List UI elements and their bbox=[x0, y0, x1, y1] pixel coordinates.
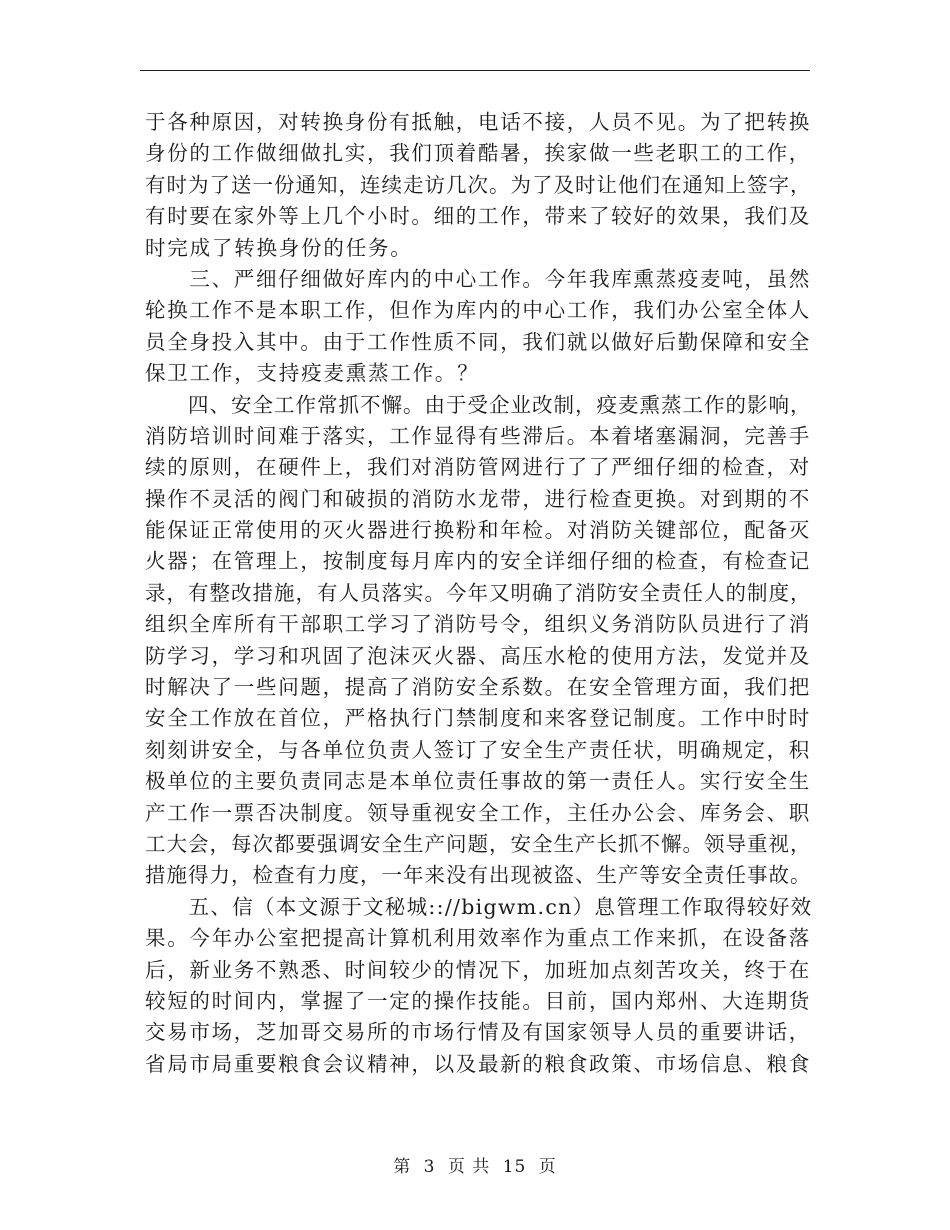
text-line: 省局市局重要粮食会议精神，以及最新的粮食政策、市场信息、粮食 bbox=[145, 1051, 811, 1076]
text-line: 工大会，每次都要强调安全生产问题，安全生产长抓不懈。领导重视， bbox=[145, 831, 812, 856]
text-line: 有时为了送一份通知，连续走访几次。为了及时让他们在通知上签字， bbox=[145, 172, 812, 197]
text-line: 保卫工作，支持疫麦熏蒸工作。？ bbox=[145, 361, 480, 386]
text-line: 轮换工作不是本职工作，但作为库内的中心工作，我们办公室全体人 bbox=[145, 298, 811, 323]
text-line: 安全工作放在首位，严格执行门禁制度和来客登记制度。工作中时时 bbox=[145, 706, 811, 731]
footer-middle: 页 共 bbox=[447, 1157, 491, 1177]
text-line: 续的原则，在硬件上，我们对消防管网进行了了严细仔细的检查，对 bbox=[145, 455, 811, 480]
text-line: 四、安全工作常抓不懈。由于受企业改制，疫麦熏蒸工作的影响， bbox=[145, 392, 812, 417]
page-footer bbox=[0, 1152, 950, 1177]
header-rule bbox=[140, 70, 810, 71]
text-line: 极单位的主要负责同志是本单位责任事故的第一责任人。实行安全生 bbox=[145, 769, 811, 794]
text-line: 录，有整改措施，有人员落实。今年又明确了消防安全责任人的制度， bbox=[145, 580, 812, 605]
text-line: 身份的工作做细做扎实，我们顶着酷暑，挨家做一些老职工的工作， bbox=[145, 141, 811, 166]
text-line: 五、信（本文源于文秘城:://bigwm.cn）息管理工作取得较好效 bbox=[145, 894, 813, 919]
text-line: 组织全库所有干部职工学习了消防号令，组织义务消防队员进行了消 bbox=[145, 612, 811, 637]
text-line: 措施得力，检查有力度，一年来没有出现被盗、生产等安全责任事故。 bbox=[145, 863, 812, 888]
text-line: 能保证正常使用的灭火器进行换粉和年检。对消防关键部位，配备灭 bbox=[145, 518, 811, 543]
footer-current-page: 3 bbox=[423, 1157, 436, 1177]
text-line: 员全身投入其中。由于工作性质不同，我们就以做好后勤保障和安全 bbox=[145, 329, 811, 354]
text-line: 防学习，学习和巩固了泡沫灭火器、高压水枪的使用方法，发觉并及 bbox=[145, 643, 811, 668]
text-line: 后，新业务不熟悉、时间较少的情况下，加班加点刻苦攻关，终于在 bbox=[145, 957, 811, 982]
text-line: 操作不灵活的阀门和破损的消防水龙带，进行检查更换。对到期的不 bbox=[145, 486, 811, 511]
text-line: 时解决了一些问题，提高了消防安全系数。在安全管理方面，我们把 bbox=[145, 675, 811, 700]
text-line: 三、严细仔细做好库内的中心工作。今年我库熏蒸疫麦吨，虽然 bbox=[145, 266, 811, 291]
footer-prefix: 第 bbox=[393, 1157, 412, 1177]
footer-suffix: 页 bbox=[538, 1157, 557, 1177]
text-line: 果。今年办公室把提高计算机利用效率作为重点工作来抓，在设备落 bbox=[145, 926, 811, 951]
text-line: 刻刻讲安全，与各单位负责人签订了安全生产责任状，明确规定，积 bbox=[145, 737, 811, 762]
document-body bbox=[145, 107, 813, 1080]
text-line: 有时要在家外等上几个小时。细的工作，带来了较好的效果，我们及 bbox=[145, 204, 811, 229]
text-line: 产工作一票否决制度。领导重视安全工作，主任办公会、库务会、职 bbox=[145, 800, 811, 825]
text-line: 火器；在管理上，按制度每月库内的安全详细仔细的检查，有检查记 bbox=[145, 549, 811, 574]
text-line: 于各种原因，对转换身份有抵触，电话不接，人员不见。为了把转换 bbox=[145, 110, 811, 134]
text-line: 消防培训时间难于落实，工作显得有些滞后。本着堵塞漏洞，完善手 bbox=[145, 423, 811, 448]
footer-total-pages: 15 bbox=[502, 1157, 527, 1177]
text-line: 时完成了转换身份的任务。 bbox=[145, 235, 413, 260]
text-line: 较短的时间内，掌握了一定的操作技能。目前，国内郑州、大连期货 bbox=[145, 988, 811, 1013]
text-line: 交易市场，芝加哥交易所的市场行情及有国家领导人员的重要讲话， bbox=[145, 1020, 811, 1045]
